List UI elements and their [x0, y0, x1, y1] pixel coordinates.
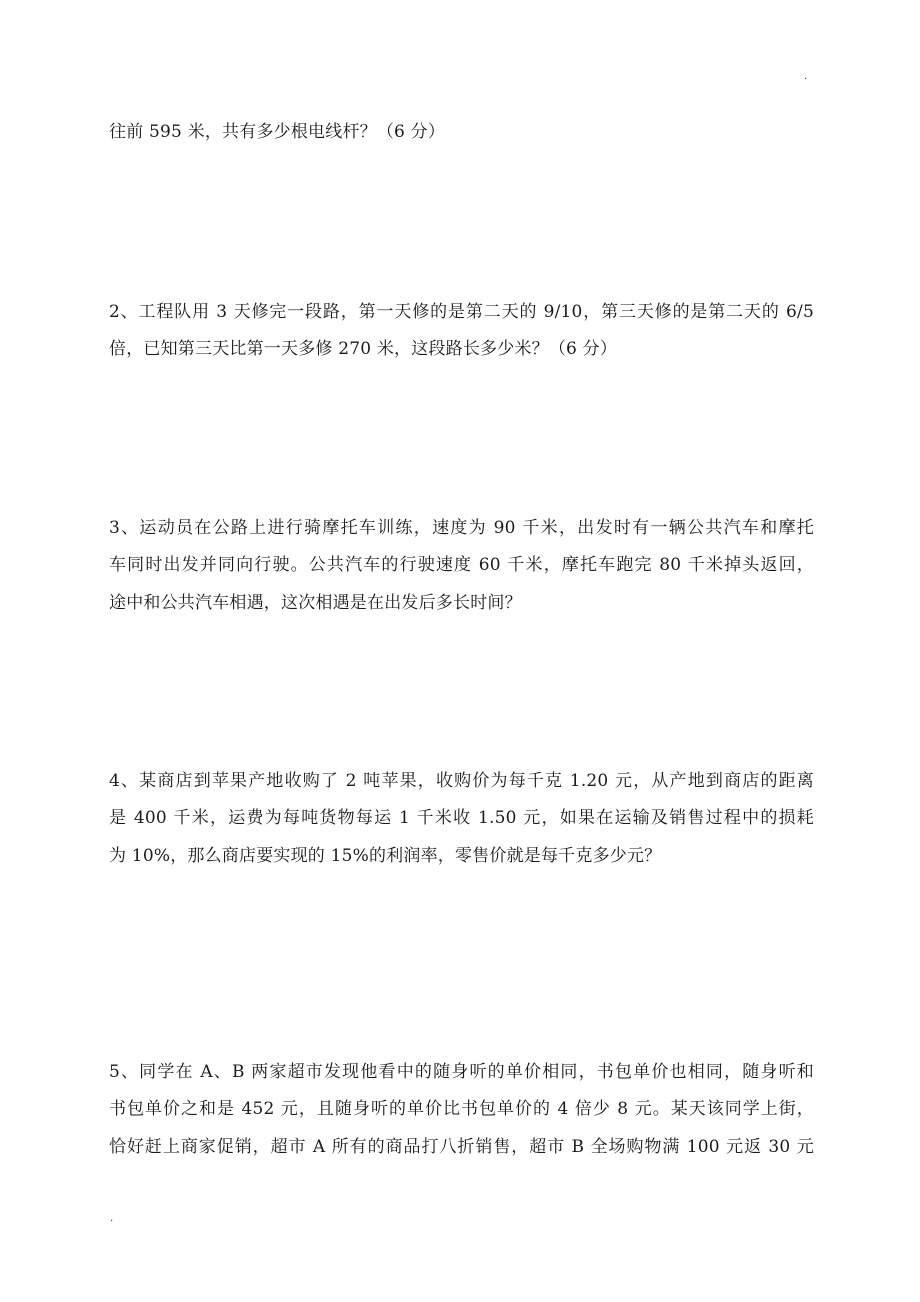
problem-3-line-3: 途中和公共汽车相遇，这次相遇是在出发后多长时间？ — [109, 593, 522, 613]
problem-4-line-2: 是 400 千米，运费为每吨货物每运 1 千米收 1.50 元，如果在运输及销售过程中的损耗 — [109, 808, 814, 828]
problem-2-line-1: 2、工程队用 3 天修完一段路，第一天修的是第二天的 9/10，第三天修的是第二天的 6/5 — [109, 302, 814, 322]
problem-5-line-3: 恰好赶上商家促销，超市 A 所有的商品打八折销售，超市 B 全场购物满 100 元返 30 元 — [109, 1137, 814, 1157]
problem-4-line-1: 4、某商店到苹果产地收购了 2 吨苹果，收购价为每千克 1.20 元，从产地到商店的距离 — [109, 771, 814, 791]
problem-2-line-2: 倍，已知第三天比第一天多修 270 米，这段路长多少米？（6 分） — [109, 339, 618, 359]
problem-1-continuation: 往前 595 米，共有多少根电线杆？（6 分） — [109, 122, 446, 142]
problem-3-line-2: 车同时出发并同向行驶。公共汽车的行驶速度 60 千米，摩托车跑完 80 千米掉头返回， — [109, 555, 814, 575]
bottom-dot-mark: . — [110, 1213, 114, 1224]
problem-5-line-2: 书包单价之和是 452 元，且随身听的单价比书包单价的 4 倍少 8 元。某天该同学上街， — [109, 1099, 814, 1119]
problem-3-line-1: 3、运动员在公路上进行骑摩托车训练，速度为 90 千米，出发时有一辆公共汽车和摩托 — [109, 518, 814, 538]
top-dot-mark: . — [804, 71, 808, 82]
problem-5-line-1: 5、同学在 A、B 两家超市发现他看中的随身听的单价相同，书包单价也相同，随身听和 — [109, 1062, 814, 1082]
problem-4-line-3: 为 10%，那么商店要实现的 15%的利润率，零售价就是每千克多少元？ — [109, 846, 662, 866]
